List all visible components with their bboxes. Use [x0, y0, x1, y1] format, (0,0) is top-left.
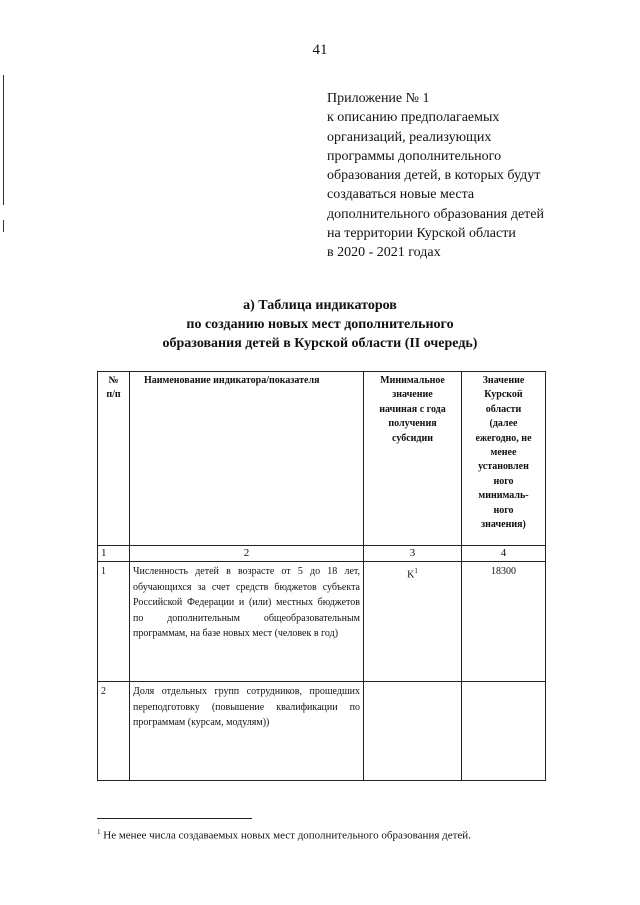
min-value-text: K	[407, 569, 415, 581]
appendix-line: дополнительного образования детей	[327, 206, 544, 222]
footnote-marker: 1	[97, 828, 101, 836]
appendix-line: организаций, реализующих	[327, 129, 492, 145]
appendix-line: Приложение № 1	[327, 91, 430, 106]
header-text: ного	[493, 475, 514, 487]
header-text: значение	[392, 389, 433, 401]
column-number: 4	[462, 546, 546, 562]
appendix-line: создаваться новые места	[327, 187, 475, 203]
table-row	[98, 562, 546, 682]
appendix-line: программы дополнительного	[327, 148, 502, 164]
column-numbers-row	[98, 546, 546, 562]
appendix-line: образования детей, в которых будут	[327, 168, 541, 184]
header-indicator-name: Наименование индикатора/показателя	[130, 372, 364, 546]
header-text: субсидии	[392, 432, 433, 444]
row-kursk-value: 18300	[462, 562, 546, 682]
row-num: 2	[98, 682, 130, 781]
footnote-ref: 1	[414, 567, 418, 575]
header-text: области	[485, 403, 522, 415]
header-num	[98, 372, 130, 546]
row-min-value	[364, 562, 462, 682]
header-min-value	[364, 372, 462, 546]
row-kursk-value	[462, 682, 546, 781]
footnote-divider	[97, 818, 252, 819]
header-text: Курской	[484, 389, 523, 401]
header-text: менее	[490, 447, 517, 459]
row-num: 1	[98, 562, 130, 682]
table-title-line: образования детей в Курской области (II очередь)	[162, 336, 478, 351]
table-title	[0, 296, 640, 353]
indicators-table	[97, 371, 546, 781]
table-header-row	[98, 372, 546, 546]
column-number: 2	[130, 546, 364, 562]
appendix-line: к описанию предполагаемых	[327, 110, 500, 126]
row-indicator-name: Численность детей в возрасте от 5 до 18 лет, обучающихся за счет средств бюджетов субъекта Российской Федерации и (или) местных бюджетов по дополнительным общеобразовательным программам, на базе новых мест (человек в год)	[130, 562, 364, 682]
row-min-value	[364, 682, 462, 781]
header-text: Значение	[482, 375, 525, 386]
appendix-note	[327, 89, 627, 263]
header-text: получения	[388, 418, 437, 430]
scan-margin-line	[3, 75, 4, 205]
header-text: минималь-	[478, 490, 529, 502]
appendix-line: в 2020 - 2021 годах	[327, 245, 441, 261]
footnote-text: Не менее числа создаваемых новых мест дополнительного образования детей.	[100, 829, 471, 842]
table-title-line: а) Таблица индикаторов	[243, 298, 397, 313]
table-title-line: по созданию новых мест дополнительного	[186, 317, 454, 332]
header-text: ежегодно, не	[475, 432, 532, 444]
header-text: (далее	[489, 418, 518, 430]
footnote	[97, 828, 471, 842]
header-text: №	[108, 375, 119, 386]
row-indicator-name: Доля отдельных групп сотрудников, прошедших переподготовку (повышение квалификации по программам (курсам, модулям))	[130, 682, 364, 781]
header-text: установлен	[478, 461, 529, 473]
header-text: начиная с года	[379, 403, 446, 415]
column-number: 3	[364, 546, 462, 562]
header-text: п/п	[106, 389, 121, 401]
header-kursk-value	[462, 372, 546, 546]
table-row	[98, 682, 546, 781]
column-number: 1	[98, 546, 130, 562]
page-number: 41	[312, 42, 328, 58]
header-text: ного	[493, 504, 514, 516]
appendix-line: на территории Курской области	[327, 226, 516, 242]
scan-margin-line	[3, 220, 4, 232]
header-text: значения)	[481, 519, 526, 531]
header-text: Минимальное	[380, 375, 445, 386]
